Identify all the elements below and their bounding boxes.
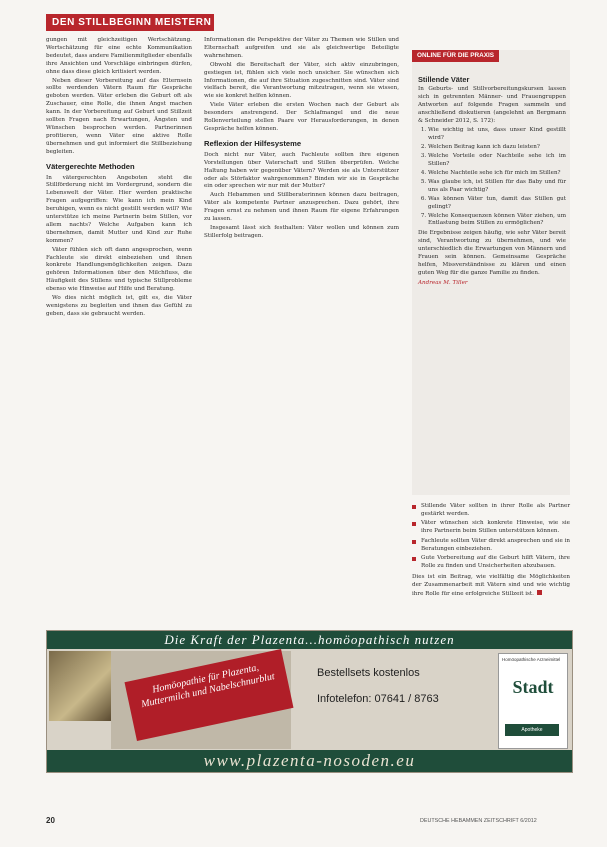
column-2: [204, 37, 399, 599]
paragraph: Viele Väter erleben die ersten Wochen nach der Geburt als besonders anstrengend. Der Schlafmangel und die neue Rollenverteilung stellen Paare vor Herausforderungen, in denen Gespräche helfen können.: [204, 102, 399, 132]
summary-bullets: [412, 503, 570, 598]
ad-logo: [498, 653, 568, 749]
info-box-intro: In Geburts- und Stillvorbereitungskursen lassen sich in getrennten Männer- und Frauengruppen Antworten auf folgende Fragen sammeln und anschließend diskutieren (angelehnt an Bergmann & Schneider 2012, S. 172):: [418, 85, 566, 124]
info-box-content: [418, 76, 566, 288]
list-item: Gute Vorbereitung auf die Geburt hilft Vätern, ihre Rolle zu finden und Unsicherheiten abzubauen.: [412, 555, 570, 571]
info-box-tag: ONLINE FÜR DIE PRAXIS: [412, 50, 499, 62]
paragraph: Auch Hebammen und Stillberaterinnen können dazu beitragen, Väter als kompetente Partner anzusprechen. Dazu gehört, ihre Fragen ernst zu nehmen und ihnen Raum für eigene Erfahrungen zu lassen.: [204, 192, 399, 223]
ad-headline: Die Kraft der Plazenta...homöopathisch nutzen: [47, 631, 572, 649]
ad-order-text: Bestellsets kostenlos: [317, 667, 420, 679]
list-item: 4. Welche Nachteile sehe ich für mich im Stillen?: [428, 170, 566, 178]
paragraph: Wo dies nicht möglich ist, gilt es, die Väter wenigstens zu begleiten und ihnen das Gefühl zu geben, dass sie gebraucht werden.: [46, 295, 192, 317]
paragraph: In vätergerechten Angeboten steht die Stillförderung nicht im Vordergrund, sondern die Lebenswelt der Väter. Hier werden praktische Fragen aufgegriffen: Wie kann ich mein Kind beruhigen, wenn es nicht gestillt werden will? Wie unterstütze ich meine Partnerin beim Stillen, vor allem nachts? Welche Aufgaben kann ich übernehmen, damit Mutter und Kind zur Ruhe kommen?: [46, 174, 192, 244]
ad-photo: [49, 651, 111, 721]
list-item: 3. Welche Vorteile oder Nachteile sehe ich im Stillen?: [428, 153, 566, 169]
issue-info: DEUTSCHE HEBAMMEN ZEITSCHRIFT 6/2012: [420, 818, 537, 824]
question-list: [418, 127, 566, 228]
ad-banner-area: [111, 651, 291, 749]
page-number: 20: [46, 816, 55, 825]
ad-phone-text: Infotelefon: 07641 / 8763: [317, 693, 439, 705]
list-item: 5. Was glaube ich, ist Stillen für das Baby und für uns als Paar wichtig?: [428, 179, 566, 195]
list-item: 2. Welchen Beitrag kann ich dazu leisten?: [428, 144, 566, 152]
paragraph: Informationen die Perspektive der Väter zu Themen wie Stillen und Elternschaft aufgreifen und sie als gleichwertige Beteiligte wahrnehmen.: [204, 37, 399, 59]
paragraph: Doch nicht nur Väter, auch Fachleute sollten ihre eigenen Vorstellungen über Vaterschaft und Stillen überprüfen. Welche Haltung haben wir gegenüber Vätern? Werden sie als Unterstützer oder als Störfaktor wahrgenommen? Binden wir sie in Gespräche ein oder sprechen wir nur mit der Mutter?: [204, 151, 399, 190]
section-header: DEN STILLBEGINN MEISTERN: [46, 14, 214, 31]
subheading: Reflexion der Hilfesysteme: [204, 138, 302, 148]
info-box-closing: Die Ergebnisse zeigen häufig, wie sehr Väter bereit sind, Verantwortung zu übernehmen, und wie unterschiedlich die Erwartungen von Männern und Frauen sein können. Gemeinsame Gespräche helfen, Missverständnisse zu klären und einen guten Weg für die ganze Familie zu finden.: [418, 230, 566, 276]
ad-url-link[interactable]: www.plazenta-nosoden.eu: [47, 750, 572, 772]
subheading: Vätergerechte Methoden: [46, 161, 135, 171]
advertisement[interactable]: [46, 630, 573, 773]
list-item: 6. Was können Väter tun, damit das Stillen gut gelingt?: [428, 196, 566, 212]
list-item: 7. Welche Konsequenzen können Väter ziehen, um Entlastung beim Stillen zu ermöglichen?: [428, 213, 566, 229]
ad-contact: [293, 653, 493, 745]
paragraph: gungen mit gleichzeitigen Wertschätzung. Wertschätzung für eine echte Kommunikation bedeutet, dass andere Familienmitglieder ebenfalls ihre Ansichten und Vorschläge einbringen dürfen, ohne dass diese gleich kritisiert werden.: [46, 37, 192, 75]
list-item: 1. Wie wichtig ist uns, dass unser Kind gestillt wird?: [428, 127, 566, 143]
info-box-title: Stillende Väter: [418, 75, 470, 84]
list-item: Väter wünschen sich konkrete Hinweise, wie sie ihre Partnerin beim Stillen unterstützen können.: [412, 520, 570, 536]
ad-logo-band: Apotheke: [505, 724, 559, 736]
list-item: Fachleute sollten Väter direkt ansprechen und sie in Beratungen einbeziehen.: [412, 538, 570, 554]
paragraph: Insgesamt lässt sich festhalten: Väter wollen und können zum Stillerfolg beitragen.: [204, 224, 399, 239]
ad-banner: Homöopathie für Plazenta, Muttermilch und Nabelschnurblut: [125, 649, 294, 741]
ad-logo-big: Stadt: [512, 677, 554, 697]
paragraph: Väter fühlen sich oft dann angesprochen, wenn Fachleute sie direkt einbeziehen und ihnen konkrete Handlungsmöglichkeiten zeigen. Dazu gehören Informationen über den Milchfluss, die Häufigkeit des Stillens und typische Stillprobleme ebenso wie Hinweise auf Hilfe und Beratung.: [46, 246, 192, 293]
paragraph: Obwohl die Bereitschaft der Väter, sich aktiv einzubringen, gestiegen ist, fühlen sich viele noch unsicher. Sie wünschen sich Informationen, die auf ihre Situation zugeschnitten sind. Väter sind vielfach bereit, die Verantwortung mitzutragen, wenn sie wissen, wie sie konkret helfen können.: [204, 61, 399, 100]
closing-paragraph: Dies ist ein Beitrag, wie vielfältig die Möglichkeiten der Zusammenarbeit mit Vätern sind und wie wichtig ihre Rolle für eine erfolgreiche Stillzeit ist.: [412, 573, 570, 597]
list-item: Stillende Väter sollten in ihrer Rolle als Partner gestärkt werden.: [412, 503, 570, 519]
end-mark-icon: [537, 590, 542, 595]
author: Andreas M. Tiller: [418, 279, 468, 286]
ad-logo-small: Homöopathische Arzneimittel: [502, 657, 561, 662]
paragraph: Neben dieser Vorbereitung auf das Elternsein sollte werdenden Vätern Raum für Gespräche geboten werden. Väter erleben die Geburt oft als Zuschauer, eine Rolle, die ihnen Angst machen kann. In der Vorbereitung auf Geburt und Stillzeit sollten Fragen nach Erwartungen, Ängsten und Wünschen besprochen werden. Partnerinnen profitieren, wenn Väter eine aktive Rolle übernehmen und gut informiert die Stillbeziehung begleiten.: [46, 77, 192, 155]
